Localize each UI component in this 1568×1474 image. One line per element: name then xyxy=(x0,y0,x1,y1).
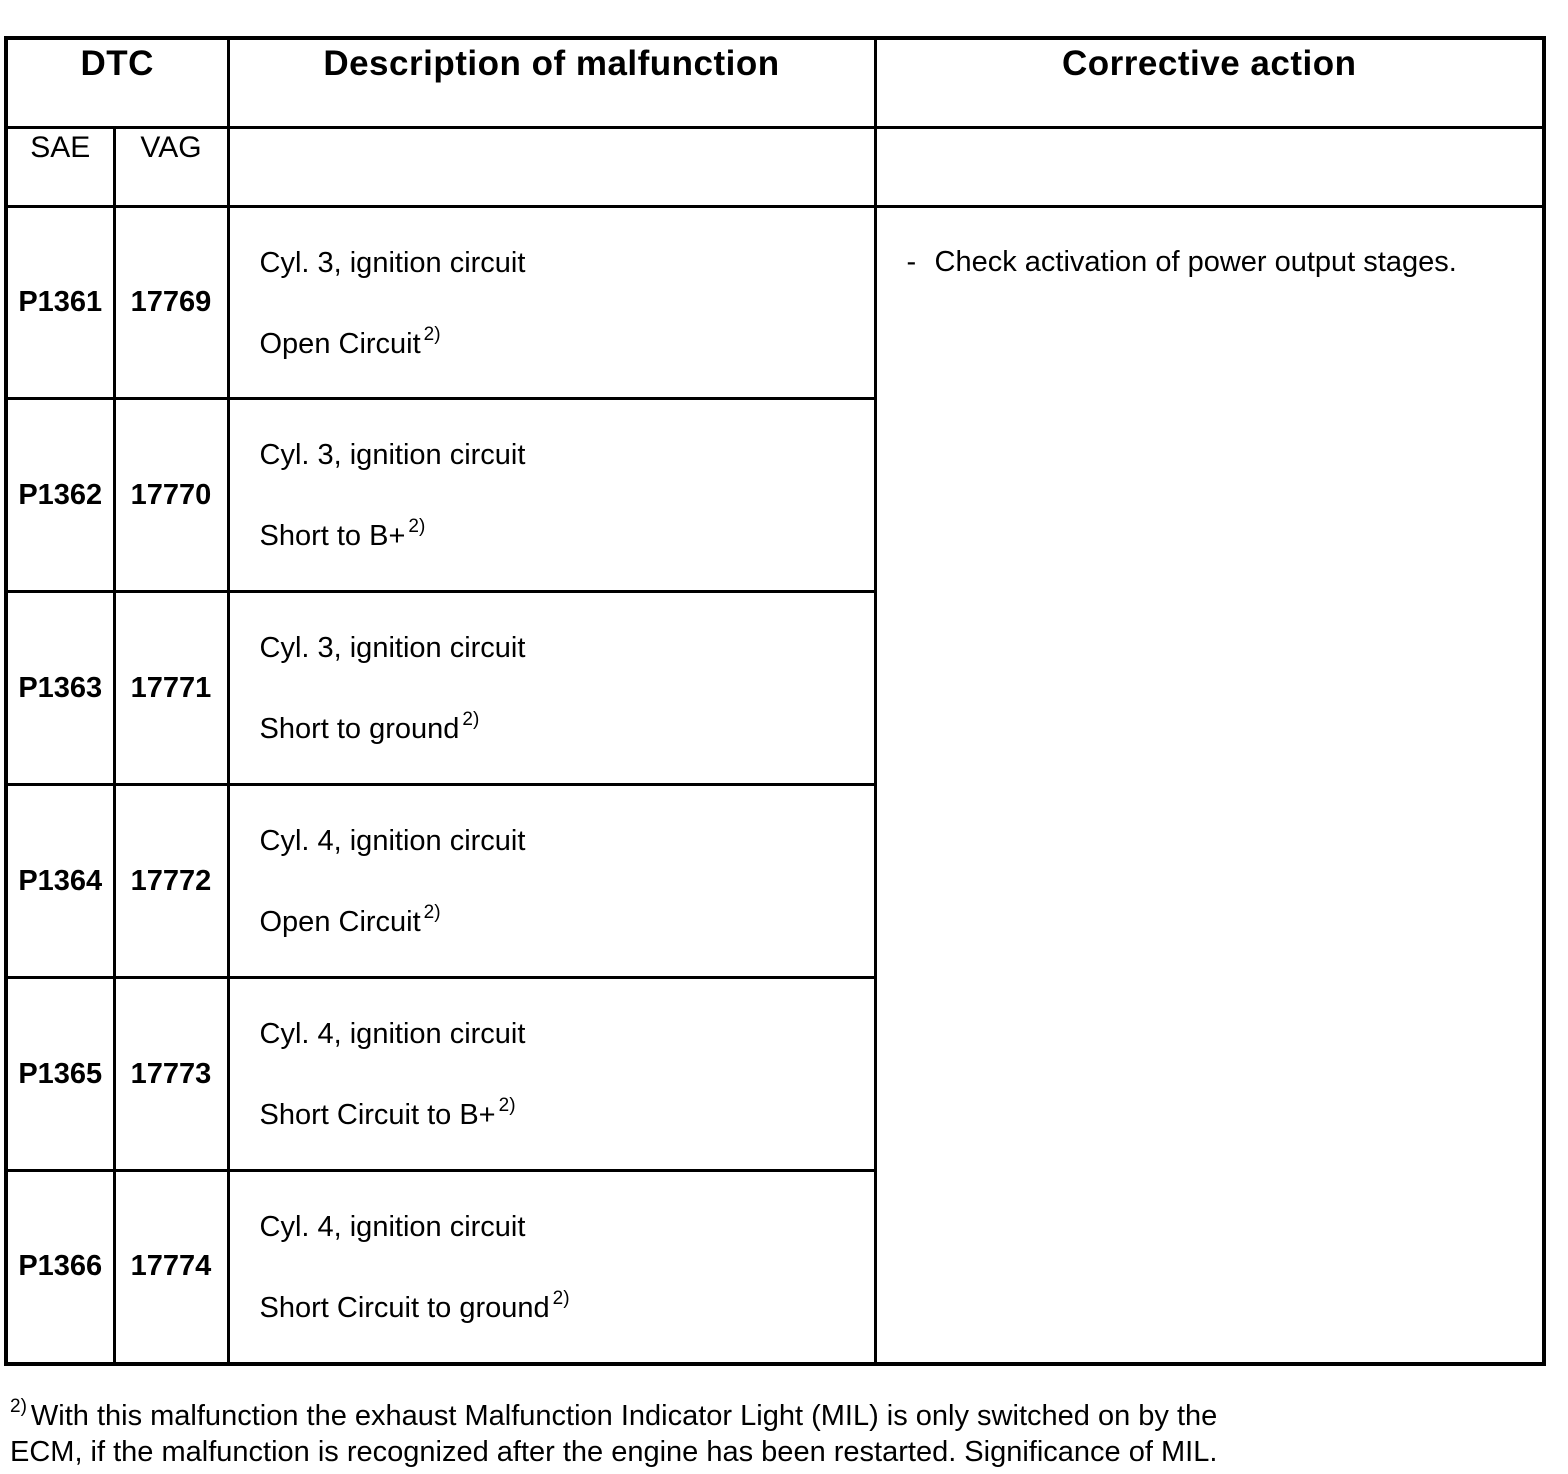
vag-code: 17774 xyxy=(114,1171,228,1364)
malfunction-description xyxy=(228,399,875,592)
description-line2: Short to B+ xyxy=(259,520,406,552)
description-line1: Cyl. 3, ignition circuit xyxy=(259,632,526,664)
description-line2: Open Circuit xyxy=(259,906,421,938)
description-line1: Cyl. 4, ignition circuit xyxy=(259,1018,526,1050)
description-line2: Short Circuit to B+ xyxy=(259,1099,496,1131)
sae-code: P1365 xyxy=(6,978,114,1171)
footnote-ref: 2) xyxy=(423,324,441,345)
corrective-action-cell xyxy=(875,207,1544,1364)
vag-code: 17772 xyxy=(114,785,228,978)
description-line2: Short to ground xyxy=(259,713,460,745)
bullet-dash: - xyxy=(906,246,917,278)
malfunction-description xyxy=(228,1171,875,1364)
description-line1: Cyl. 3, ignition circuit xyxy=(259,247,526,279)
vag-code: 17771 xyxy=(114,592,228,785)
malfunction-description xyxy=(228,785,875,978)
corrective-action-text: Check activation of power output stages. xyxy=(934,246,1457,278)
vag-code: 17770 xyxy=(114,399,228,592)
corrective-subheader xyxy=(875,128,1544,207)
description-line1: Cyl. 4, ignition circuit xyxy=(259,825,526,857)
description-line1: Cyl. 4, ignition circuit xyxy=(259,1211,526,1243)
description-subheader xyxy=(228,128,875,207)
table-row xyxy=(6,207,1544,399)
malfunction-description xyxy=(228,207,875,399)
sae-header: SAE xyxy=(6,128,114,207)
description-line1: Cyl. 3, ignition circuit xyxy=(259,439,526,471)
dtc-table xyxy=(4,36,1546,1366)
malfunction-description xyxy=(228,978,875,1171)
sae-code: P1366 xyxy=(6,1171,114,1364)
footnote-ref: 2) xyxy=(408,516,426,537)
sae-code: P1362 xyxy=(6,399,114,592)
footnote-line1: With this malfunction the exhaust Malfunction Indicator Light (MIL) is only switched on by the xyxy=(30,1400,1218,1432)
vag-code: 17773 xyxy=(114,978,228,1171)
subheader-row xyxy=(6,128,1544,207)
header-row xyxy=(6,38,1544,128)
description-line2: Short Circuit to ground xyxy=(259,1292,550,1324)
footnote-line1-wrap xyxy=(10,1398,1410,1434)
footnote-ref: 2) xyxy=(552,1288,570,1309)
description-line2: Open Circuit xyxy=(259,328,421,360)
vag-code: 17769 xyxy=(114,207,228,399)
footnote-marker: 2) xyxy=(10,1396,27,1417)
footnote-ref: 2) xyxy=(462,709,480,730)
description-header: Description of malfunction xyxy=(228,38,875,128)
sae-code: P1363 xyxy=(6,592,114,785)
footnote xyxy=(10,1398,1410,1470)
vag-header: VAG xyxy=(114,128,228,207)
dtc-header: DTC xyxy=(6,38,228,128)
corrective-action-header: Corrective action xyxy=(875,38,1544,128)
footnote-ref: 2) xyxy=(498,1095,516,1116)
sae-code: P1364 xyxy=(6,785,114,978)
footnote-line2: ECM, if the malfunction is recognized after the engine has been restarted. Significance of MIL. xyxy=(10,1436,1218,1468)
sae-code: P1361 xyxy=(6,207,114,399)
footnote-ref: 2) xyxy=(423,902,441,923)
malfunction-description xyxy=(228,592,875,785)
